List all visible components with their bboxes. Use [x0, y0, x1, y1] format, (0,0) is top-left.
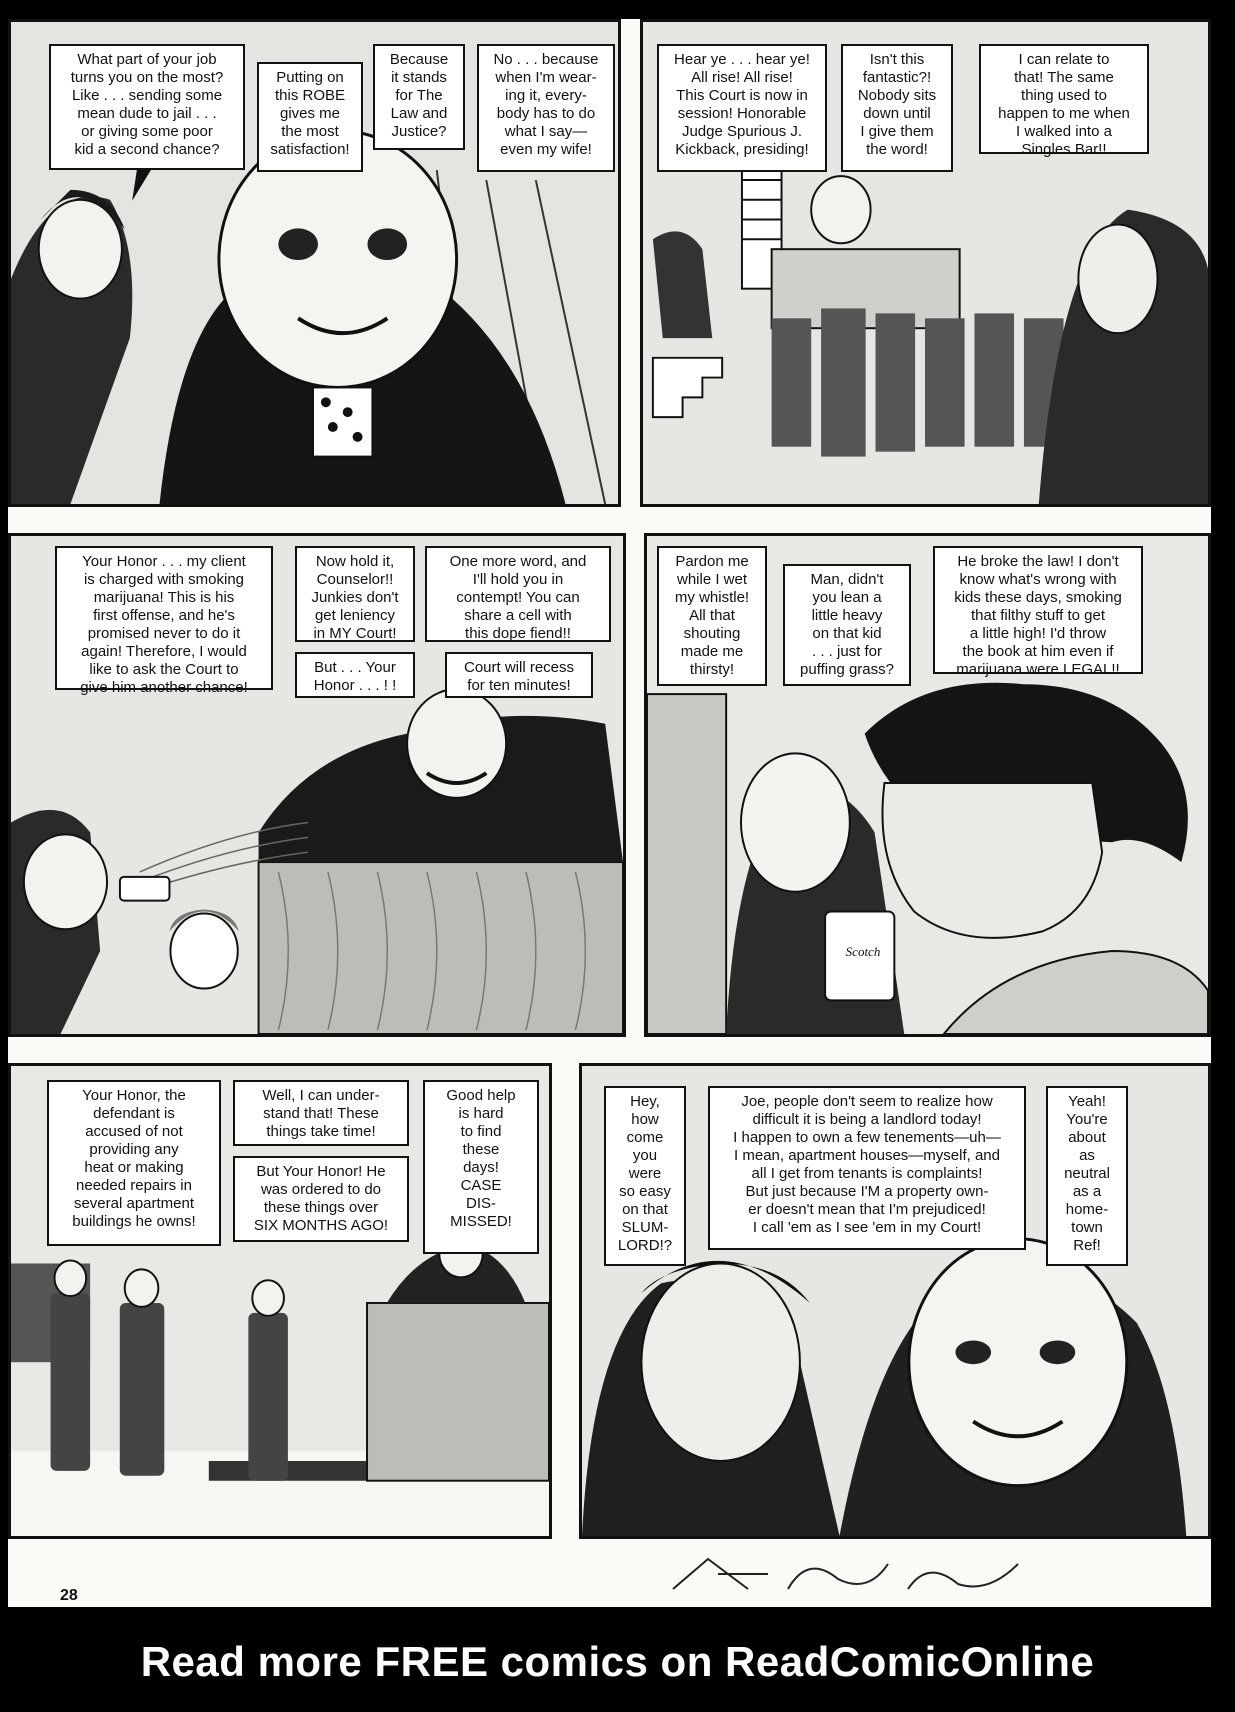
panel-2: [640, 19, 1211, 507]
speech-bubble: Putting on this ROBE gives me the most satisfaction!: [257, 62, 363, 172]
speech-bubble: Now hold it, Counselor!! Junkies don't get leniency in MY Court!: [295, 546, 415, 642]
panel-5: [8, 1063, 552, 1539]
speech-bubble: Isn't this fantastic?! Nobody sits down until I give them the word!: [841, 44, 953, 172]
speech-bubble: Because it stands for The Law and Justice?: [373, 44, 465, 150]
speech-bubble: Pardon me while I wet my whistle! All that shouting made me thirsty!: [657, 546, 767, 686]
comic-page: [8, 19, 1211, 1607]
speech-bubble: Well, I can under- stand that! These things take time!: [233, 1080, 409, 1146]
speech-bubble: Your Honor, the defendant is accused of not providing any heat or making needed repairs in several apartment buildings he owns!: [47, 1080, 221, 1246]
panel-4: [644, 533, 1211, 1037]
panel-6: [579, 1063, 1211, 1539]
speech-bubble: Good help is hard to find these days! CASE DIS- MISSED!: [423, 1080, 539, 1254]
speech-bubble: Hey, how come you were so easy on that SLUM- LORD!?: [604, 1086, 686, 1266]
speech-bubble: I can relate to that! The same thing used to happen to me when I walked into a Singles Bar!!: [979, 44, 1149, 154]
speech-bubble: One more word, and I'll hold you in contempt! You can share a cell with this dope fiend!!: [425, 546, 611, 642]
speech-bubble: What part of your job turns you on the most? Like . . . sending some mean dude to jail . . . or giving some poor kid a second chance?: [49, 44, 245, 170]
page-number: 28: [60, 1587, 78, 1604]
speech-bubble: But . . . Your Honor . . . ! !: [295, 652, 415, 698]
speech-bubble: Joe, people don't seem to realize how difficult it is being a landlord today! I happen to own a few tenements—uh— I mean, apartment houses—myself, and all I get from tenants is complaints! But just because I'M a property own- er doesn't mean that I'm prejudiced! I call 'em as I see 'em in my Court!: [708, 1086, 1026, 1250]
signature-doodle: [668, 1549, 1028, 1599]
speech-bubble: But Your Honor! He was ordered to do these things over SIX MONTHS AGO!: [233, 1156, 409, 1242]
panel-1: [8, 19, 621, 507]
promo-banner[interactable]: Read more FREE comics on ReadComicOnline: [140, 1638, 1095, 1685]
speech-bubble: Hear ye . . . hear ye! All rise! All rise! This Court is now in session! Honorable Judge Spurious J. Kickback, presiding!: [657, 44, 827, 172]
speech-bubble: Yeah! You're about as neutral as a home- town Ref!: [1046, 1086, 1128, 1266]
speech-bubble: He broke the law! I don't know what's wrong with kids these days, smoking that filthy stuff to get a little high! I'd throw the book at him even if marijuana were LEGAL!!: [933, 546, 1143, 674]
speech-bubble: Court will recess for ten minutes!: [445, 652, 593, 698]
speech-bubble: No . . . because when I'm wear- ing it, every- body has to do what I say— even my wife!: [477, 44, 615, 172]
panel-3: [8, 533, 626, 1037]
speech-bubble: Man, didn't you lean a little heavy on that kid . . . just for puffing grass?: [783, 564, 911, 686]
speech-bubble: Your Honor . . . my client is charged with smoking marijuana! This is his first offense, and he's promised never to do it again! Therefore, I would like to ask the Court to give him another chance!: [55, 546, 273, 690]
scotch-glass-label: Scotch: [845, 944, 881, 959]
